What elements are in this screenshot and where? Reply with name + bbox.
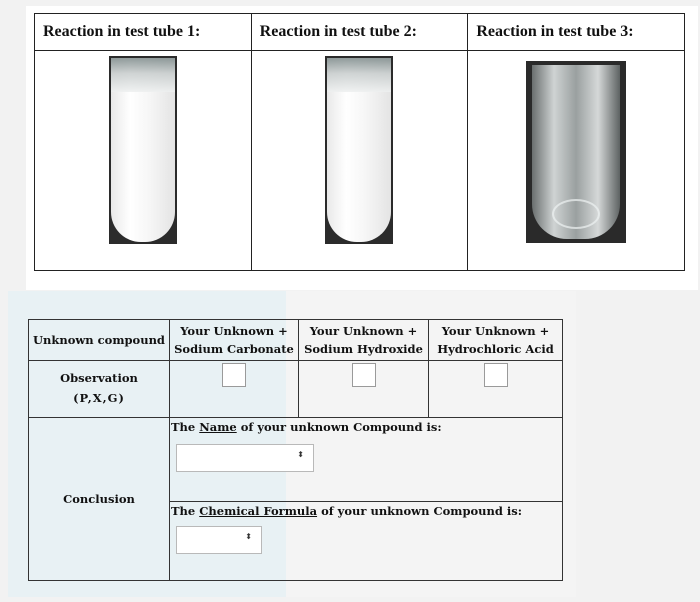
tube-1-image [109,56,177,244]
tube-2-image [325,56,393,244]
sodium-carbonate-header: Your Unknown + Sodium Carbonate [170,320,299,361]
observation-input-hcl[interactable] [484,363,508,387]
select-arrows-icon: ⬍ [297,450,304,459]
observation-cell-hcl [429,361,563,418]
observation-cell-hydroxide [299,361,429,418]
observation-label-cell: Observation (P,X,G) [29,361,170,418]
observation-cell-carbonate [170,361,299,418]
reaction-images-table [34,13,685,271]
tube-3-cell [468,50,685,270]
name-prompt: The Name of your unknown Compound is: [171,420,442,434]
chemical-formula-select[interactable] [176,526,262,554]
conclusion-cell [170,418,563,581]
tube-3-image [526,61,626,243]
unknown-compound-header: Unknown compound [29,320,170,361]
test-tubes-panel [26,6,698,290]
hydrochloric-acid-header: Your Unknown + Hydrochloric Acid [429,320,563,361]
conclusion-divider [170,501,562,502]
tube-1-cell [35,50,252,270]
tube-2-header: Reaction in test tube 2: [251,14,468,51]
observation-form-table [28,319,563,581]
formula-prompt: The Chemical Formula of your unknown Compound is: [171,504,523,518]
observation-input-hydroxide[interactable] [352,363,376,387]
sodium-hydroxide-header: Your Unknown + Sodium Hydroxide [299,320,429,361]
tube-3-header: Reaction in test tube 3: [468,14,685,51]
tube-2-cell [251,50,468,270]
observation-input-carbonate[interactable] [222,363,246,387]
tube-1-header: Reaction in test tube 1: [35,14,252,51]
conclusion-label-cell: Conclusion [29,418,170,581]
compound-name-select[interactable] [176,444,314,472]
select-arrows-icon: ⬍ [245,532,252,541]
